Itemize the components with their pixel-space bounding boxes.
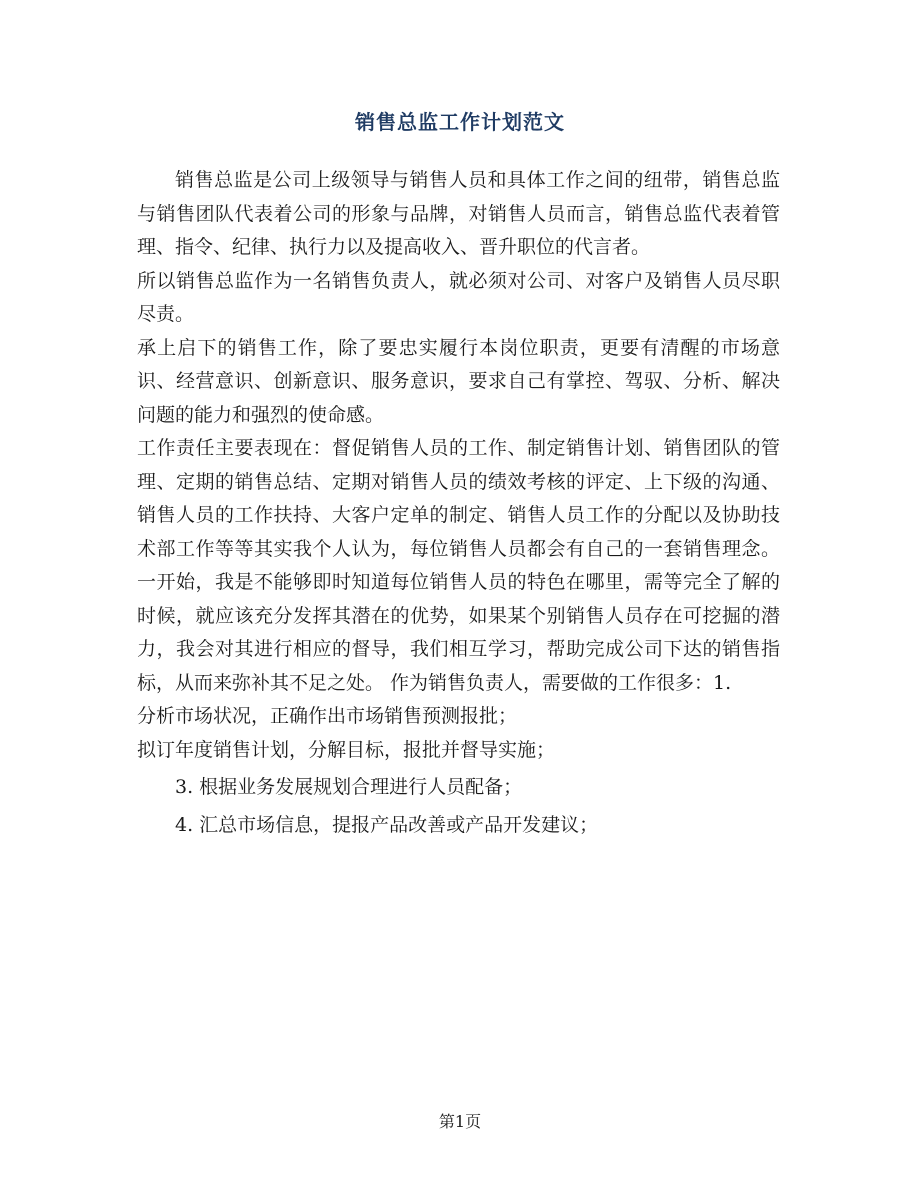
paragraph-awareness: 承上启下的销售工作，除了要忠实履行本岗位职责，更要有清醒的市场意识、经营意识、创新意识、服务意识，要求自己有掌控、驾驭、分析、解决问题的能力和强烈的使命感。: [137, 336, 780, 426]
paragraph-intro: 销售总监是公司上级领导与销售人员和具体工作之间的纽带，销售总监与销售团队代表着公司的形象与品牌，对销售人员而言，销售总监代表着管理、指令、纪律、执行力以及提高收入、晋升职位的代言者。: [137, 169, 780, 258]
document-title: 销售总监工作计划范文: [355, 110, 565, 134]
paragraph-duties: 工作责任主要表现在：督促销售人员的工作、制定销售计划、销售团队的管理、定期的销售总结、定期对销售人员的绩效考核的评定、上下级的沟通、销售人员的工作扶持、大客户定单的制定、销售人员工作的分配以及协助技术部工作等等其实我个人认为，每位销售人员都会有自己的一套销售理念。一开始，我是不能够即时知道每位销售人员的特色在哪里，需等完全了解的时候，就应该充分发挥其潜在的优势，如果某个别销售人员存在可挖掘的潜力，我会对其进行相应的督导，我们相互学习，帮助完成公司下达的销售指标，从而来弥补其不足之处。 作为销售负责人，需要做的工作很多：1.: [137, 437, 780, 694]
list-item-market-info: 4. 汇总市场信息，提报产品改善或产品开发建议；: [175, 814, 599, 836]
page-number: 第1页: [438, 1112, 482, 1131]
paragraph-market-analysis: 分析市场状况，正确作出市场销售预测报批；: [137, 705, 518, 727]
paragraph-responsibility: 所以销售总监作为一名销售负责人，就必须对公司、对客户及销售人员尽职尽责。: [137, 269, 780, 325]
paragraph-annual-plan: 拟订年度销售计划，分解目标，报批并督导实施；: [137, 738, 556, 761]
document-body: [137, 164, 780, 843]
list-item-staffing: 3. 根据业务发展规划合理进行人员配备；: [175, 776, 523, 798]
